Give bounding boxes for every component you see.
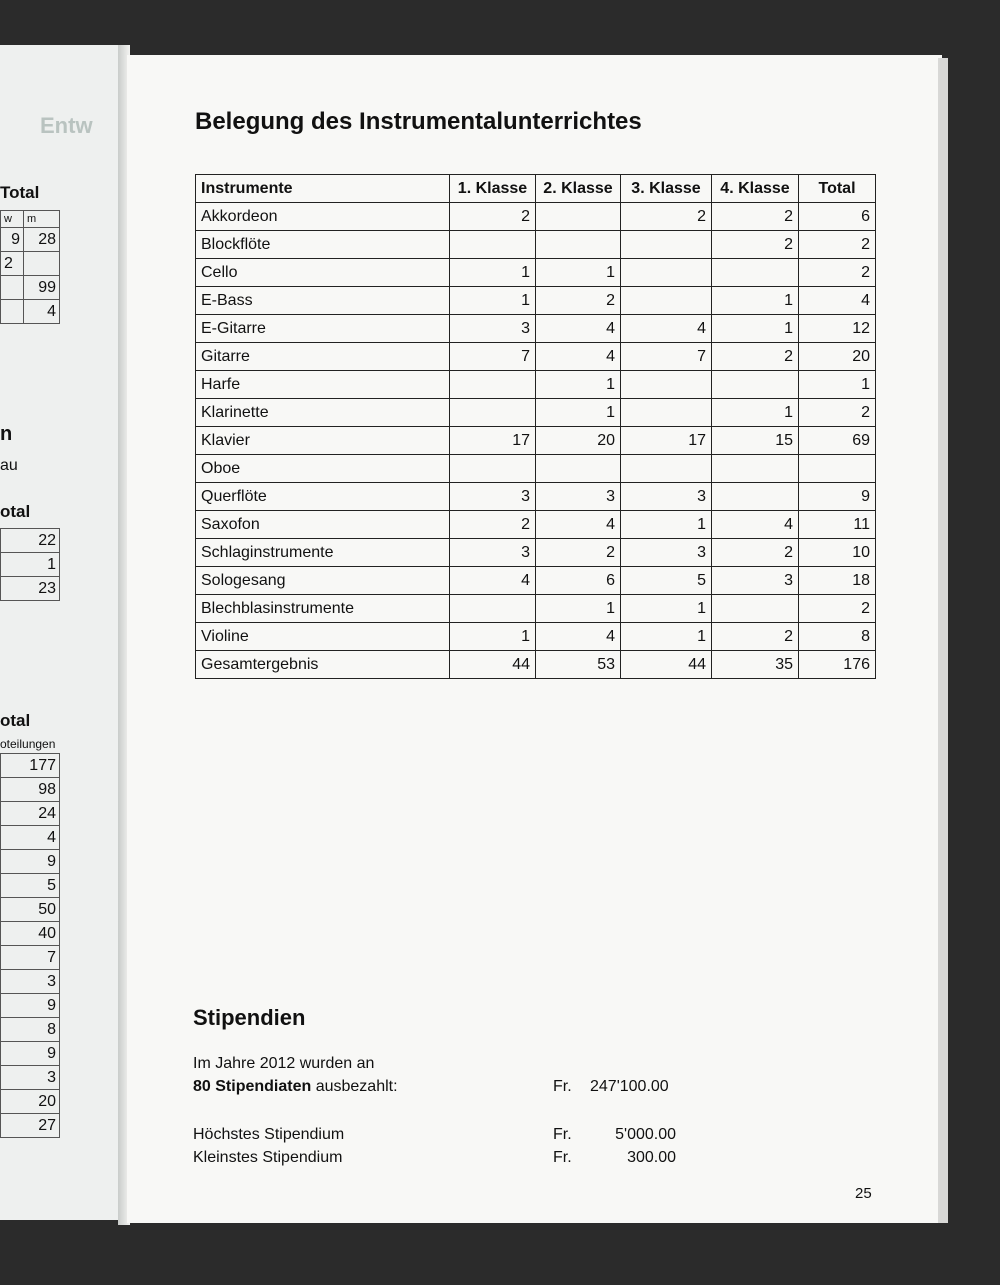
instrument-name: Saxofon [196, 511, 450, 539]
left-cell: 22 [1, 529, 60, 553]
left-subhead: w [1, 211, 24, 228]
left-cell [1, 300, 24, 324]
table-cell: 2 [712, 231, 799, 259]
table-cell: 3 [621, 539, 712, 567]
max-amount: 5'000.00 [615, 1126, 676, 1143]
table-cell [536, 455, 621, 483]
left-cell: 98 [1, 778, 60, 802]
instrument-name: Gesamtergebnis [196, 651, 450, 679]
table-cell [450, 231, 536, 259]
stipendien-line-2-rest: ausbezahlt: [311, 1078, 398, 1095]
table-cell: 3 [712, 567, 799, 595]
instrument-name: Klarinette [196, 399, 450, 427]
table-cell: 3 [450, 483, 536, 511]
max-currency: Fr. [553, 1126, 572, 1143]
table-cell: 176 [799, 651, 876, 679]
table-cell: 11 [799, 511, 876, 539]
left-cell: 28 [24, 228, 60, 252]
left-cell: 99 [24, 276, 60, 300]
left-header-total-3: otal [0, 711, 31, 730]
table-cell: 4 [536, 511, 621, 539]
instrument-name: Violine [196, 623, 450, 651]
table-cell: 4 [536, 343, 621, 371]
stipendien-line-2 [193, 1078, 398, 1096]
table-cell [621, 371, 712, 399]
table-cell: 2 [799, 595, 876, 623]
max-stipendium-label: Höchstes Stipendium [193, 1126, 345, 1143]
instrument-name: Blechblasinstrumente [196, 595, 450, 623]
table-cell: 1 [450, 623, 536, 651]
left-cell: 20 [1, 1090, 60, 1114]
left-subhead: m [24, 211, 60, 228]
left-cell: 8 [1, 1018, 60, 1042]
table-row [196, 259, 876, 287]
table-cell: 2 [712, 343, 799, 371]
instrument-table [195, 174, 876, 679]
page-number: 25 [855, 1185, 872, 1202]
table-cell: 2 [621, 203, 712, 231]
table-cell: 4 [450, 567, 536, 595]
instrument-name: Oboe [196, 455, 450, 483]
left-cell [1, 276, 24, 300]
left-cell: 5 [1, 874, 60, 898]
table-row [196, 483, 876, 511]
table-cell [621, 287, 712, 315]
table-cell: 2 [799, 259, 876, 287]
table-row [196, 567, 876, 595]
instrument-name: Schlaginstrumente [196, 539, 450, 567]
table-cell: 44 [450, 651, 536, 679]
left-cell: 9 [1, 850, 60, 874]
table-cell: 7 [450, 343, 536, 371]
min-amount: 300.00 [627, 1149, 676, 1166]
table-cell [536, 203, 621, 231]
left-cell: 3 [1, 970, 60, 994]
left-table-2 [0, 528, 60, 601]
table-cell: 6 [799, 203, 876, 231]
table-cell: 1 [712, 287, 799, 315]
left-cell: 4 [24, 300, 60, 324]
table-cell: 2 [799, 399, 876, 427]
table-cell: 3 [450, 315, 536, 343]
table-cell: 3 [621, 483, 712, 511]
table-row [196, 623, 876, 651]
table-cell: 12 [799, 315, 876, 343]
table-row [196, 427, 876, 455]
table-row [196, 203, 876, 231]
table-cell [712, 259, 799, 287]
stipendien-line-1: Im Jahre 2012 wurden an [193, 1055, 375, 1072]
table-row [196, 315, 876, 343]
instrument-name: Klavier [196, 427, 450, 455]
table-row [196, 455, 876, 483]
table-cell: 1 [621, 623, 712, 651]
table-cell: 1 [712, 315, 799, 343]
header-total: Total [799, 175, 876, 203]
table-cell [621, 399, 712, 427]
table-cell: 3 [450, 539, 536, 567]
instrument-name: E-Gitarre [196, 315, 450, 343]
table-cell: 6 [536, 567, 621, 595]
table-row [196, 595, 876, 623]
instrument-name: E-Bass [196, 287, 450, 315]
left-cell: 27 [1, 1114, 60, 1138]
page-edge [938, 58, 948, 1223]
table-cell [450, 595, 536, 623]
instrument-name: Cello [196, 259, 450, 287]
instrument-name: Sologesang [196, 567, 450, 595]
left-cell: 1 [1, 553, 60, 577]
table-row [196, 539, 876, 567]
table-cell [712, 483, 799, 511]
table-cell: 4 [536, 623, 621, 651]
left-header-total-2: otal [0, 502, 31, 521]
table-cell: 1 [450, 287, 536, 315]
total-amount: 247'100.00 [590, 1078, 669, 1095]
table-cell: 17 [450, 427, 536, 455]
min-stipendium-label: Kleinstes Stipendium [193, 1149, 343, 1166]
table-cell: 8 [799, 623, 876, 651]
table-cell: 2 [712, 539, 799, 567]
table-cell: 2 [712, 623, 799, 651]
left-table-3 [0, 753, 60, 1138]
table-cell: 4 [536, 315, 621, 343]
table-cell [712, 595, 799, 623]
table-cell: 17 [621, 427, 712, 455]
left-fragment: au [0, 457, 18, 474]
header-klasse-4: 4. Klasse [712, 175, 799, 203]
left-table-1 [0, 210, 60, 324]
left-cell: 9 [1, 228, 24, 252]
table-cell: 44 [621, 651, 712, 679]
table-cell: 3 [536, 483, 621, 511]
table-cell [536, 231, 621, 259]
table-cell: 1 [536, 371, 621, 399]
instrument-name: Querflöte [196, 483, 450, 511]
table-cell: 20 [536, 427, 621, 455]
left-subhead-3: oteilungen [0, 737, 56, 751]
table-cell: 18 [799, 567, 876, 595]
table-cell: 2 [536, 539, 621, 567]
table-row [196, 371, 876, 399]
left-cell: 24 [1, 802, 60, 826]
instrument-name: Akkordeon [196, 203, 450, 231]
table-cell: 4 [799, 287, 876, 315]
table-cell [621, 231, 712, 259]
table-row [196, 287, 876, 315]
instrument-name: Harfe [196, 371, 450, 399]
left-page [0, 45, 120, 1220]
table-cell: 4 [621, 315, 712, 343]
table-row [196, 231, 876, 259]
left-cell: 23 [1, 577, 60, 601]
table-cell: 2 [536, 287, 621, 315]
table-cell: 2 [799, 231, 876, 259]
table-cell: 9 [799, 483, 876, 511]
table-cell [621, 259, 712, 287]
table-cell: 5 [621, 567, 712, 595]
instrument-name: Blockflöte [196, 231, 450, 259]
left-cell: 177 [1, 754, 60, 778]
stipendien-heading: Stipendien [193, 1005, 306, 1030]
table-header-row [196, 175, 876, 203]
table-cell: 53 [536, 651, 621, 679]
left-cell: 4 [1, 826, 60, 850]
table-cell: 1 [536, 259, 621, 287]
table-cell [450, 455, 536, 483]
header-klasse-2: 2. Klasse [536, 175, 621, 203]
table-cell: 35 [712, 651, 799, 679]
left-cell: 40 [1, 922, 60, 946]
table-cell: 1 [621, 595, 712, 623]
table-cell: 1 [799, 371, 876, 399]
left-cell: 2 [1, 252, 24, 276]
table-cell: 1 [536, 595, 621, 623]
left-cell [24, 252, 60, 276]
table-cell: 1 [621, 511, 712, 539]
table-cell: 4 [712, 511, 799, 539]
table-row [196, 511, 876, 539]
left-fragment: n [0, 423, 13, 445]
left-cell: 9 [1, 994, 60, 1018]
table-row [196, 399, 876, 427]
left-cell: 7 [1, 946, 60, 970]
total-currency: Fr. [553, 1078, 572, 1095]
instrument-name: Gitarre [196, 343, 450, 371]
header-klasse-1: 1. Klasse [450, 175, 536, 203]
header-instrumente: Instrumente [196, 175, 450, 203]
page-title: Belegung des Instrumentalunterrichtes [195, 108, 642, 135]
left-page-bleed-title: Entw [40, 113, 93, 138]
table-row [196, 343, 876, 371]
table-row [196, 651, 876, 679]
left-cell: 3 [1, 1066, 60, 1090]
table-cell: 1 [712, 399, 799, 427]
table-cell [621, 455, 712, 483]
table-cell [450, 399, 536, 427]
header-klasse-3: 3. Klasse [621, 175, 712, 203]
table-cell: 69 [799, 427, 876, 455]
table-cell: 10 [799, 539, 876, 567]
table-cell [799, 455, 876, 483]
stipendiaten-count: 80 Stipendiaten [193, 1078, 312, 1095]
table-cell: 2 [450, 203, 536, 231]
min-currency: Fr. [553, 1149, 572, 1166]
table-cell: 2 [450, 511, 536, 539]
table-cell [450, 371, 536, 399]
table-cell: 2 [712, 203, 799, 231]
table-cell: 1 [536, 399, 621, 427]
left-header-total: Total [0, 183, 40, 202]
left-cell: 50 [1, 898, 60, 922]
table-cell: 15 [712, 427, 799, 455]
left-cell: 9 [1, 1042, 60, 1066]
table-cell: 1 [450, 259, 536, 287]
table-cell [712, 371, 799, 399]
table-cell: 20 [799, 343, 876, 371]
table-cell: 7 [621, 343, 712, 371]
table-cell [712, 455, 799, 483]
